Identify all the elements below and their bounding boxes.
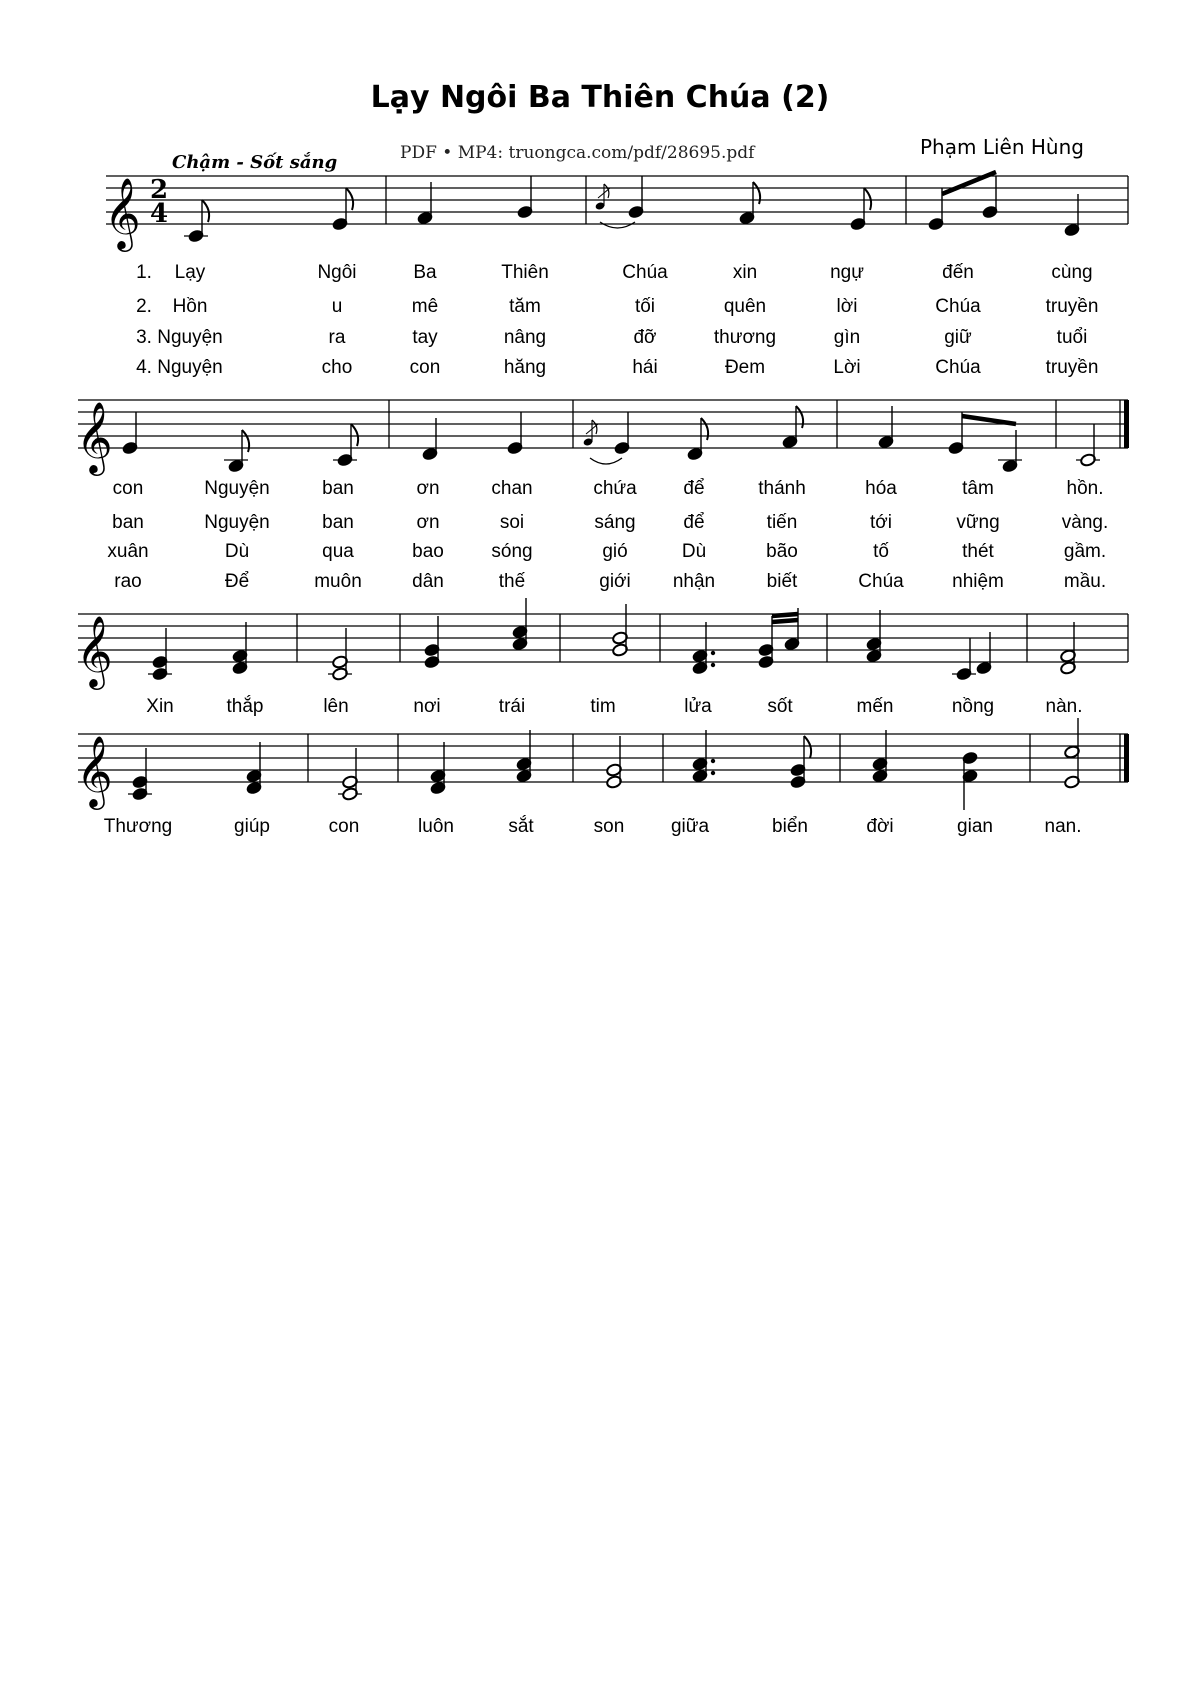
verse-lyric: u: [331, 296, 343, 317]
flag: [804, 736, 811, 758]
verse-lyric: vững: [956, 512, 1000, 533]
verse-lyric: Lạy: [174, 262, 206, 283]
chorus-lyric: nàn.: [1045, 696, 1083, 717]
verse-lyric: ra: [328, 327, 346, 348]
verse-lyric: Chúa: [935, 357, 981, 378]
flag: [242, 430, 249, 452]
chorus-lyric: thắp: [226, 696, 264, 717]
verse-lyric: Chúa: [935, 296, 981, 317]
verse-lyric: hóa: [865, 478, 897, 499]
verse-lyric: gìn: [833, 327, 861, 348]
verse-lyric: hồn.: [1066, 478, 1104, 499]
flag: [796, 406, 803, 428]
dot: [711, 663, 715, 667]
verse-lyric: vàng.: [1061, 512, 1109, 533]
verse-lyric: ban: [322, 478, 354, 499]
verse-lyric: chan: [491, 478, 533, 499]
slur: [600, 222, 635, 228]
verse-lyric: 3.: [136, 327, 152, 348]
chorus-lyric: mến: [856, 696, 894, 717]
treble-clef-icon: 𝄞: [76, 614, 113, 687]
verse-lyric: soi: [499, 512, 525, 533]
verse-lyric: lời: [836, 296, 858, 317]
verse-lyric: Nguyện: [157, 357, 223, 378]
verse-lyric: sáng: [594, 512, 636, 533]
verse-lyric: truyền: [1045, 357, 1099, 378]
verse-lyric: Nguyện: [157, 327, 223, 348]
verse-lyric: để: [683, 478, 705, 499]
staff: [104, 176, 1128, 252]
verse-lyric: ban: [112, 512, 144, 533]
verse-lyric: Để: [224, 571, 250, 592]
verse-lyric: Dù: [224, 541, 250, 562]
verse-lyric: để: [683, 512, 705, 533]
verse-lyric: mầu.: [1063, 571, 1107, 592]
chorus-lyric: trái: [498, 696, 526, 717]
verse-lyric: Thiên: [501, 262, 549, 283]
source-link[interactable]: PDF • MP4: truongca.com/pdf/28695.pdf: [400, 143, 755, 163]
beam: [942, 172, 996, 194]
song-title: Lạy Ngôi Ba Thiên Chúa (2): [370, 80, 830, 115]
treble-clef-icon: 𝄞: [104, 176, 141, 249]
verse-lyric: bão: [766, 541, 798, 562]
verse-lyric: truyền: [1045, 296, 1099, 317]
verse-lyric: nâng: [503, 327, 547, 348]
verse-lyric: biết: [766, 571, 798, 592]
final-barline: [1124, 400, 1129, 448]
flag: [346, 188, 353, 210]
verse-lyric: nhiệm: [952, 571, 1004, 592]
verse-lyric: đến: [942, 262, 974, 283]
verse-lyric: bao: [412, 541, 444, 562]
verse-lyric: tuổi: [1056, 327, 1088, 348]
verse-lyric: gió: [602, 541, 628, 562]
verse-lyric: thương: [713, 327, 777, 348]
verse-lyric: hái: [632, 357, 658, 378]
verse-lyric: tay: [412, 327, 438, 348]
chorus-lyric: son: [593, 816, 625, 837]
verse-lyric: cùng: [1051, 262, 1093, 283]
verse-lyric: ban: [322, 512, 354, 533]
flag: [202, 200, 209, 222]
chorus-lyric: Xin: [146, 696, 174, 717]
verse-lyric: Chúa: [622, 262, 668, 283]
verse-lyric: Ba: [413, 262, 437, 283]
verse-lyric: xin: [732, 262, 758, 283]
beam: [962, 416, 1016, 424]
verse-lyric: ơn: [416, 512, 440, 533]
verse-lyric: Nguyện: [204, 478, 270, 499]
treble-clef-icon: 𝄞: [76, 400, 113, 473]
verse-lyric: thế: [498, 571, 526, 592]
verse-lyric: cho: [321, 357, 353, 378]
verse-lyric: qua: [322, 541, 354, 562]
dot: [711, 651, 715, 655]
dot: [711, 771, 715, 775]
chorus-lyric: lên: [323, 696, 349, 717]
verse-lyric: Chúa: [858, 571, 904, 592]
beam: [772, 620, 798, 622]
verse-lyric: nhận: [672, 571, 716, 592]
verse-lyric: mê: [411, 296, 439, 317]
verse-lyric: giữ: [944, 327, 972, 348]
verse-lyric: Dù: [681, 541, 707, 562]
verse-lyric: 2.: [136, 296, 152, 317]
chorus-lyric: giúp: [234, 816, 270, 837]
verse-lyric: con: [409, 357, 441, 378]
chorus-lyric: đời: [866, 816, 894, 837]
chorus-lyric: nồng: [951, 696, 995, 717]
verse-lyric: tối: [634, 296, 656, 317]
verse-lyric: Nguyện: [204, 512, 270, 533]
composer-name: Phạm Liên Hùng: [920, 135, 1084, 159]
flag: [864, 188, 871, 210]
verse-lyric: quên: [723, 296, 767, 317]
chorus-lyric: sắt: [508, 816, 534, 837]
verse-lyric: ngự: [830, 262, 864, 283]
verse-lyric: 4.: [136, 357, 152, 378]
time-signature-top: 2: [150, 175, 169, 205]
verse-lyric: chứa: [593, 478, 637, 499]
verse-lyric: tới: [870, 512, 892, 533]
verse-lyric: ơn: [416, 478, 440, 499]
flag: [701, 418, 708, 440]
verse-lyric: dân: [412, 571, 444, 592]
verse-lyric: xuân: [107, 541, 149, 562]
verse-lyric: rao: [114, 571, 142, 592]
verse-lyric: Lời: [833, 357, 861, 378]
chorus-lyric: nơi: [413, 696, 441, 717]
slur: [590, 458, 622, 464]
chorus-lyric: tim: [590, 696, 616, 717]
beam: [772, 614, 798, 616]
tempo-marking: Chậm - Sốt sắng: [172, 152, 338, 173]
verse-lyric: tăm: [509, 296, 541, 317]
verse-lyric: con: [112, 478, 144, 499]
verse-lyric: muôn: [314, 571, 362, 592]
chorus-lyric: gian: [957, 816, 993, 837]
flag: [351, 424, 358, 446]
verse-lyric: thét: [962, 541, 994, 562]
verse-lyric: đỡ: [633, 327, 657, 348]
chorus-lyric: giữa: [670, 816, 710, 837]
chorus-lyric: Thương: [103, 816, 173, 837]
dot: [711, 759, 715, 763]
chorus-lyric: con: [328, 816, 360, 837]
chorus-lyric: biển: [772, 816, 808, 837]
verse-lyric: sóng: [491, 541, 533, 562]
verse-lyric: Đem: [724, 357, 766, 378]
verse-lyric: hăng: [503, 357, 547, 378]
verse-lyric: Ngôi: [317, 262, 357, 283]
chorus-lyric: lửa: [684, 696, 712, 717]
treble-clef-icon: 𝄞: [76, 734, 113, 807]
chorus-lyric: sốt: [767, 696, 793, 717]
chorus-lyric: nan.: [1044, 816, 1082, 837]
verse-lyric: tiến: [766, 512, 798, 533]
verse-lyric: gầm.: [1063, 541, 1107, 562]
verse-lyric: tố: [873, 541, 889, 562]
final-barline: [1124, 734, 1129, 782]
verse-lyric: 1.: [136, 262, 152, 283]
verse-lyric: Hồn: [172, 296, 208, 317]
verse-lyric: tâm: [962, 478, 994, 499]
time-signature-bottom: 4: [150, 199, 169, 229]
chorus-lyric: luôn: [418, 816, 454, 837]
verse-lyric: thánh: [758, 478, 806, 499]
verse-lyric: giới: [599, 571, 631, 592]
flag: [753, 182, 760, 204]
